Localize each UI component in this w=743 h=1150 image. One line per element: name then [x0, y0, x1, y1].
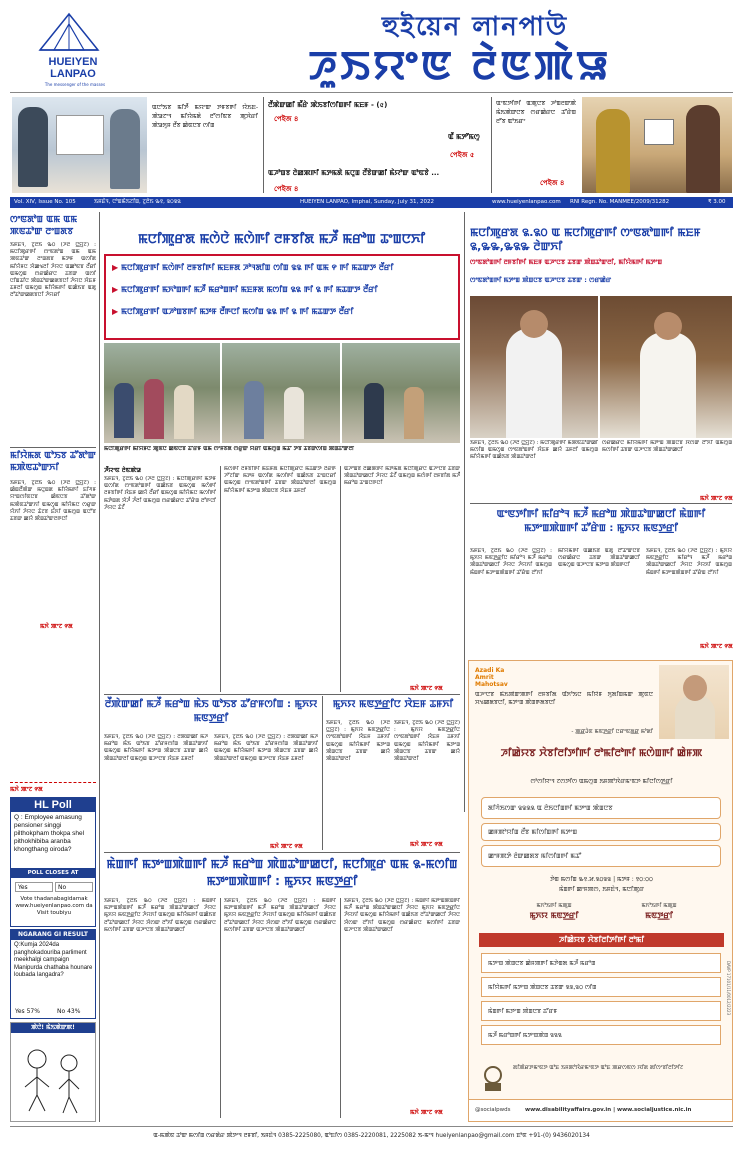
ad-list-item-2: ꯃꯤꯌꯥꯃꯒꯤ ꯃꯇꯦꯡ ꯄꯥꯡꯅꯕ ꯊꯕꯛ ꯲꯲,꯲꯰ ꯁꯤꯡ — [481, 977, 721, 997]
volume-issue: Vol. XIV, Issue No. 105 — [14, 199, 76, 205]
national-emblem-icon — [479, 1061, 507, 1095]
mid-right-col-2: ꯏꯝꯐꯥꯜ, ꯖꯨꯂꯥꯏ ꯳꯰ (ꯍꯂ ꯅ꯭ꯌꯨꯖ) : ꯃꯨꯈꯌ ꯃꯟꯇ꯭ꯔꯤꯅ ꯁꯦꯟꯗꯣꯡꯒꯤ ꯋꯥꯐꯝ ꯊꯝꯈꯤ ꯑꯃꯁꯨꯡ ꯃꯤꯌꯥꯃꯒꯤ ꯃꯇꯦꯡ ꯄꯥꯡꯅꯕ ꯊꯕꯛ ꯀꯌꯥ ꯄꯥꯡꯊꯣꯛꯂꯤ — [394, 720, 460, 763]
right-lead-sub-blue: ꯁꯦꯟꯗꯣꯡꯒꯤ ꯃꯇꯦꯡ ꯄꯥꯡꯅꯕ ꯑꯍꯦꯅꯕ ꯊꯕꯛ : ꯁꯔꯀꯥꯔ — [470, 276, 612, 284]
ad-quote: ꯑꯍꯦꯅꯕ ꯃꯥꯏꯄꯥꯛꯄꯒꯤ ꯂꯝꯕꯤꯗ ꯑꯩꯈꯣꯏꯅ ꯃꯤꯌꯥꯝ ꯈꯨꯗꯤꯡꯃꯛ ꯄꯨꯟꯅ ꯆꯠꯀꯗꯕꯅꯤ, ꯃꯇꯦꯡ ꯄꯥꯡꯒꯗꯕꯅꯤ — [475, 691, 653, 706]
azadi-logo: Azadi Ka Amrit Mahotsav — [475, 667, 508, 688]
lead-body-col-2: ꯃꯁꯥꯒꯤ ꯂꯝꯕꯤꯒꯤ ꯃꯐꯝꯗ ꯃꯅꯤꯄꯨꯔꯅ ꯃꯊꯛꯇ ꯂꯩꯔꯒꯥ ꯍꯧꯖꯤꯛ ꯃꯇꯝ ꯑꯁꯤꯗ ꯃꯁꯤꯒꯤ ꯑꯀꯥꯏꯕ ꯊꯦꯡꯅꯔꯤ ꯑꯃꯁꯨꯡ ꯁꯦꯟꯗꯣꯡꯒꯤ ꯊꯕꯛ ꯄꯥꯡꯊꯣꯛꯂꯤ ꯑꯃꯁꯨꯡ ꯃꯤꯌꯥꯃꯒꯤ ꯃꯇꯦꯡ ꯄꯥꯡꯅꯕ ꯋꯥꯐꯝ ꯊꯝꯂꯤ — [224, 466, 336, 494]
lead-bullet-2: ▶ ꯃꯅꯤꯄꯨꯔꯒꯤ ꯃꯈꯣꯡꯒꯤ ꯃꯍꯩ ꯃꯔꯣꯡꯒꯤ ꯃꯐꯝꯗ ꯃꯁꯤꯡ ꯲꯲ ꯒꯤ ꯲ ꯒꯤ ꯃꯊꯛꯇ ꯂꯩꯔꯤ — [112, 285, 378, 294]
teaser-strip — [10, 92, 733, 195]
ad-side-code: DAVP 17101/11/0012/2223 — [726, 961, 731, 1016]
mid-left-col-2: ꯏꯝꯐꯥꯜ, ꯖꯨꯂꯥꯏ ꯳꯰ (ꯍꯂ ꯅ꯭ꯌꯨꯖ) : ꯂꯩꯄꯥꯛꯀꯤ ꯃꯍꯩ ꯃꯔꯣꯡ ꯃꯥꯏ ꯑꯣꯏꯕ ꯊꯧꯔꯝꯁꯤꯡ ꯄꯥꯡꯊꯣꯛꯈꯤ ꯑꯃꯁꯨꯡ ꯃꯤꯌꯥꯃꯒꯤ ꯃꯇꯦꯡ ꯄꯥꯡꯅꯕ ꯊꯕꯛ ꯀꯌꯥ ꯄꯥꯡꯊꯣꯛꯂꯤ ꯑꯃꯁꯨꯡ ꯑꯍꯦꯅꯕ ꯋꯥꯐꯝ ꯊꯝꯂꯤ — [214, 734, 318, 762]
cartoon-box — [10, 1022, 96, 1122]
bottom-story-col-2: ꯏꯝꯐꯥꯜ, ꯖꯨꯂꯥꯏ ꯳꯰ (ꯍꯂ ꯅ꯭ꯌꯨꯖ) : ꯃꯥꯡꯒꯤ ꯃꯇꯦꯡꯄꯥꯡꯒꯤ ꯃꯍꯩ ꯃꯔꯣꯡ ꯄꯥꯡꯊꯣꯛꯀꯅꯤ ꯍꯥꯌꯅ ꯃꯨꯈꯌ ꯃꯟꯇ꯭ꯔꯤꯅ ꯍꯥꯌꯈꯤ ꯑꯃꯁꯨꯡ ꯃꯤꯌꯥꯃꯒꯤ ꯑꯀꯥꯏꯕ ꯂꯧꯊꯣꯛꯀꯅꯤ ꯍꯥꯌꯅ ꯋꯥꯁꯛ ꯂꯧꯈꯤ ꯑꯃꯁꯨꯡ ꯁꯔꯀꯥꯔꯅ ꯃꯁꯤꯒꯤ ꯊꯕꯛ ꯑꯍꯦꯅꯕ ꯄꯥꯡꯊꯣꯛꯀꯅꯤ — [224, 898, 336, 933]
masthead — [0, 0, 743, 90]
title-bengali: হুইয়েন লানপাউ — [381, 12, 569, 42]
ad-event-date: ꯇꯥꯡ ꯃꯁꯤꯡ ꯳꯱.꯷.꯲꯰꯲꯲ | ꯃꯇꯝ : ꯱꯰:꯰꯰ — [550, 876, 653, 883]
lead-bullet-3: ▶ ꯃꯅꯤꯄꯨꯔꯒꯤ ꯑꯍꯣꯡꯕꯒꯤ ꯃꯇꯝ ꯂꯩꯒꯅꯤ ꯃꯁꯤꯡ ꯲꯲ ꯒꯤ ꯲ ꯒꯤ ꯃꯊꯛꯇ ꯂꯩꯔꯤ — [112, 307, 354, 316]
ad-quote-by: - ꯄ꯭ꯔꯙꯥꯟ ꯃꯟꯇ꯭ꯔꯤ ꯅꯔꯦꯟꯗ꯭ꯔ ꯃꯣꯗꯤ — [571, 729, 653, 735]
left-story2-body: ꯏꯝꯐꯥꯜ, ꯖꯨꯂꯥꯏ ꯳꯰ (ꯍꯂ ꯅ꯭ꯌꯨꯖ) : ꯀꯥꯡꯂꯩꯄꯥꯛ ꯃꯅꯨꯡꯗ ꯃꯤꯌꯥꯃꯒꯤ ꯐꯤꯚꯝ ꯌꯦꯡꯁꯤꯟꯅꯕ ꯀꯥꯟꯅꯕ ꯊꯧꯗꯣꯛ ꯃꯄꯥꯟꯊꯣꯛꯈꯤ ꯑꯃꯁꯨꯡ ꯃꯤꯌꯥꯃꯅ ꯁꯔꯨꯛ ꯌꯥꯈꯤ ꯍꯥꯌꯅ ꯊꯥꯖꯕ ꯐꯪꯈꯤ ꯑꯃꯁꯨꯡ ꯑꯅꯧꯕ ꯊꯕꯛ ꯀꯌꯥ ꯄꯥꯡꯊꯣꯛꯂꯒꯅꯤ — [10, 480, 96, 523]
left-story2-headline: ꯃꯤꯌꯥꯃꯗ ꯑꯣꯏꯕ ꯊꯧꯗꯣꯛ ꯃꯄꯥꯟꯊꯣꯛꯈꯤ — [10, 451, 96, 473]
teaser-mid-ref-3[interactable]: পেইজ ৪ — [274, 185, 299, 193]
right-story2-headline: ꯑꯦꯟꯇꯤꯒꯤ ꯃꯤꯔꯣꯜ ꯃꯍꯩ ꯃꯔꯣꯡ ꯄꯥꯡꯊꯣꯛꯀꯅꯤ ꯃꯥꯡꯒꯤ ꯃꯇꯦꯡꯄꯥꯡꯒꯤ ꯊꯧꯔꯥꯡ : ꯃꯨꯈꯌ ꯃꯟꯇ꯭ꯔꯤ — [496, 509, 706, 534]
right-story2-col-3: ꯏꯝꯐꯥꯜ, ꯖꯨꯂꯥꯏ ꯳꯰ (ꯍꯂ ꯅ꯭ꯌꯨꯖ) : ꯃꯨꯈꯌ ꯃꯟꯇ꯭ꯔꯤꯅ ꯃꯤꯔꯣꯜ ꯃꯍꯩ ꯃꯔꯣꯡ ꯄꯥꯡꯊꯣꯛꯀꯅꯤ ꯍꯥꯌꯅ ꯍꯥꯌꯈꯤ ꯑꯃꯁꯨꯡ ꯃꯥꯡꯒꯤ ꯃꯇꯦꯡꯄꯥꯡꯒꯤ ꯊꯧꯔꯥꯡ ꯂꯧꯈꯤ — [646, 548, 732, 576]
teaser-left-text: ꯑꯅꯣꯏꯕ ꯃꯤꯇꯩ ꯃꯌꯦꯛ ꯇꯝꯕꯒꯤ ꯌꯥꯏꯐ-ꯄꯥꯎꯖꯦꯜ ꯃꯤꯌꯥꯃꯗꯥ ꯂꯧꯁꯤꯟꯕ ꯄꯨꯋꯥꯔꯤ ꯄꯥꯎꯈꯨꯝ ꯂꯩꯕ ꯀꯥꯟꯅꯕ ꯁꯤꯡ — [152, 104, 258, 129]
bottom-story-col-3: ꯏꯝꯐꯥꯜ, ꯖꯨꯂꯥꯏ ꯳꯰ (ꯍꯂ ꯅ꯭ꯌꯨꯖ) : ꯃꯥꯡꯒꯤ ꯃꯇꯦꯡꯄꯥꯡꯒꯤ ꯃꯍꯩ ꯃꯔꯣꯡ ꯄꯥꯡꯊꯣꯛꯀꯅꯤ ꯍꯥꯌꯅ ꯃꯨꯈꯌ ꯃꯟꯇ꯭ꯔꯤꯅ ꯍꯥꯌꯈꯤ ꯑꯃꯁꯨꯡ ꯃꯤꯌꯥꯃꯒꯤ ꯑꯀꯥꯏꯕ ꯂꯧꯊꯣꯛꯀꯅꯤ ꯍꯥꯌꯅ ꯋꯥꯁꯛ ꯂꯧꯈꯤ ꯑꯃꯁꯨꯡ ꯁꯔꯀꯥꯔꯅ ꯃꯁꯤꯒꯤ ꯊꯕꯛ ꯑꯍꯦꯅꯕ ꯄꯥꯡꯊꯣꯛꯀꯅꯤ — [344, 898, 460, 933]
ad-list-item-4: ꯃꯍꯩ ꯃꯔꯣꯡꯒꯤ ꯃꯇꯦꯡꯄꯥꯡ ꯲꯲꯲ — [481, 1025, 721, 1045]
poll-question: Q : Employee amasung pensioner singgi pilthokpham thokpa shel pithokhibiba aranba khongthang oiroda? — [14, 814, 85, 853]
ad-row-3: ꯀꯦꯝꯄꯇꯥ ꯂꯥꯛꯀꯗꯕ ꯃꯤꯁꯤꯡꯒꯤ ꯃꯊꯧ — [481, 845, 721, 867]
poll-yes-label: Yes — [18, 884, 28, 891]
ad-person-2-name: ꯃꯟꯇ꯭ꯔꯤ — [645, 911, 673, 920]
hueiyen-lanpao-logo — [30, 10, 108, 54]
ad-list-item-3: ꯃꯥꯡꯒꯤ ꯃꯇꯦꯡ ꯄꯥꯡꯅꯕ ꯊꯧꯔꯝ — [481, 1001, 721, 1021]
result-no: No 43% — [57, 1008, 81, 1015]
lead-bullet-1: ▶ ꯃꯅꯤꯄꯨꯔꯒꯤ ꯃꯁꯥꯒꯤ ꯂꯝꯕꯤꯒꯤ ꯃꯐꯝꯗ ꯍꯣꯜꯗꯤꯡ ꯁꯤꯡ ꯲꯲ ꯒꯤ ꯑꯃ ꯵ ꯒꯤ ꯃꯊꯛꯇ ꯂꯩꯔꯤ — [112, 263, 394, 272]
teaser-mid-item-3: ꯑꯍꯣꯡꯕ ꯂꯥꯀꯄꯒꯤ ꯃꯇꯃꯗꯥ ꯃꯅꯨꯡ ꯂꯩꯕꯥꯛꯀꯤ ꯃꯥꯌꯣꯛ ꯑꯣꯟꯕꯥ ... — [268, 169, 440, 177]
lead-byline: ꯍꯩꯌꯦꯟ ꯂꯥꯟꯄꯥꯎ — [104, 467, 141, 474]
ad-title: ꯍꯤꯀꯥꯌꯕ ꯆꯥꯕꯤꯂꯤꯇꯤꯒꯤ ꯂꯣꯃꯤꯂꯣꯒꯤ ꯃꯁꯥꯡꯒꯤ ꯀꯥꯝꯄ — [500, 748, 703, 759]
bottom-story-ref[interactable]: ꯃꯈꯥ ꯄꯦꯖ ꯵ꯗ — [410, 1109, 443, 1116]
left-story2-ref[interactable]: ꯃꯈꯥ ꯄꯦꯖ ꯵ꯗ — [40, 623, 73, 630]
paper-place-date: HUEIYEN LANPAO, Imphal, Sunday, July 31, 2022 — [300, 199, 435, 205]
mid-left-ref[interactable]: ꯃꯈꯥ ꯄꯦꯖ ꯵ꯗ — [270, 843, 303, 850]
teaser-mid — [268, 97, 486, 193]
poll-vote-link[interactable]: Vote thadanabagidamak www.hueiyenlanpao.com da Visit toubiyu — [15, 896, 93, 916]
teaser-right-text: ꯑꯦꯟꯇꯤꯒꯤ ꯑꯄꯨꯅꯕ ꯍꯣꯡꯂꯛꯄꯥ ꯃꯥꯏꯄꯥꯛꯅꯕ ꯁꯔꯀꯥꯔꯅ ꯊꯧꯔꯥꯡ ꯂꯧꯕ ꯑꯣꯏꯔꯦ — [496, 100, 576, 125]
teaser-photo-left — [12, 97, 147, 193]
right-lead-caption-1: ꯏꯝꯐꯥꯜ, ꯖꯨꯂꯥꯏ ꯳꯰ (ꯍꯂ ꯅ꯭ꯌꯨꯖ) : ꯃꯅꯤꯄꯨꯔꯒꯤ ꯃꯄꯥꯟꯊꯣꯛꯀꯤ ꯃꯁꯤꯡ ꯑꯃꯁꯨꯡ ꯁꯦꯟꯗꯣꯡꯒꯤ ꯋꯥꯐꯝ ꯀꯌꯥ ꯊꯝꯂꯤ ꯑꯃꯁꯨꯡ ꯃꯤꯌꯥꯃꯒꯤ ꯑꯀꯥꯏꯕ ꯄꯥꯡꯊꯣꯛꯂꯤ — [470, 440, 598, 461]
cartoon-title: ꯄꯥꯅꯥ! ꯃꯥꯏꯄꯥꯛꯄ! — [11, 1023, 95, 1033]
right-lead-photo-left — [470, 296, 598, 438]
poll-closes: POLL CLOSES AT MIDNIGHT — [11, 868, 95, 878]
lead-photo-caption: ꯃꯅꯤꯄꯨꯔꯒꯤ ꯃꯤꯌꯥꯝꯅ ꯄꯨꯟꯅ ꯀꯥꯟꯅꯕ ꯊꯧꯔꯝ ꯑꯃ ꯁꯦꯝꯕꯗ ꯁꯔꯨꯛ ꯌꯥꯔꯤ ꯑꯃꯁꯨꯡ ꯃꯊꯧ ꯇꯥꯕ ꯊꯕꯛꯁꯤꯡ ꯄꯥꯡꯊꯣꯛꯂꯤ — [104, 446, 355, 452]
brand-name: HUEIYEN LANPAO — [48, 56, 98, 80]
left-column — [10, 212, 96, 1122]
ad-person-1-title: ꯃꯈꯣꯏꯒꯤ ꯃꯄꯨꯡ — [536, 903, 572, 909]
teaser-mid-ref-2[interactable]: পেইজ ৫ — [450, 151, 475, 159]
bottom-story-headline: ꯃꯥꯡꯒꯤ ꯃꯇꯦꯡꯄꯥꯡꯒꯤ ꯃꯍꯩ ꯃꯔꯣꯡ ꯄꯥꯡꯊꯣꯛꯀꯅꯤ, ꯃꯅꯤꯄꯨꯔ ꯑꯃ ꯲-ꯃꯁꯤꯡ ꯃꯇꯦꯡꯄꯥꯡꯒꯤ : ꯃꯨꯈꯌ ꯃꯟꯇ꯭ꯔꯤ — [106, 857, 458, 888]
price: ₹ 3.00 — [708, 199, 726, 205]
poll-yes-option[interactable] — [15, 882, 53, 892]
ad-section2-title: ꯍꯤꯀꯥꯌꯕ ꯆꯥꯕꯤꯂꯤꯇꯤꯒꯤ ꯂꯣꯃꯤ — [479, 933, 724, 947]
lead-body-col-3: ꯑꯍꯣꯡꯕ ꯂꯥꯀꯄꯒꯤ ꯃꯇꯃꯗꯥ ꯃꯅꯤꯄꯨꯔꯅ ꯑꯍꯦꯅꯕ ꯊꯕꯛ ꯄꯥꯡꯊꯣꯛꯀꯅꯤ ꯍꯥꯌꯅ ꯊꯥꯖꯩ ꯑꯃꯁꯨꯡ ꯃꯁꯥꯒꯤ ꯂꯝꯕꯤꯗ ꯃꯍꯩ ꯃꯔꯣꯡ ꯊꯦꯡꯅꯒꯅꯤ — [344, 466, 460, 487]
ad-person-2-title: ꯃꯈꯣꯏꯒꯤ ꯃꯄꯨꯡ — [641, 903, 677, 909]
teaser-right-ref[interactable]: পেইজ ৪ — [540, 179, 565, 187]
mid-right-ref[interactable]: ꯃꯈꯥ ꯄꯦꯖ ꯵ꯗ — [410, 841, 443, 848]
teaser-photo-right — [582, 97, 732, 193]
bullet-arrow-icon: ▶ — [112, 285, 121, 294]
right-story2-col-1: ꯏꯝꯐꯥꯜ, ꯖꯨꯂꯥꯏ ꯳꯰ (ꯍꯂ ꯅ꯭ꯌꯨꯖ) : ꯃꯨꯈꯌ ꯃꯟꯇ꯭ꯔꯤꯅ ꯃꯤꯔꯣꯜ ꯃꯍꯩ ꯃꯔꯣꯡ ꯄꯥꯡꯊꯣꯛꯀꯅꯤ ꯍꯥꯌꯅ ꯍꯥꯌꯈꯤ ꯑꯃꯁꯨꯡ ꯃꯥꯡꯒꯤ ꯃꯇꯦꯡꯄꯥꯡꯒꯤ ꯊꯧꯔꯥꯡ ꯂꯧꯈꯤ — [470, 548, 552, 576]
mid-left-col-1: ꯏꯝꯐꯥꯜ, ꯖꯨꯂꯥꯏ ꯳꯰ (ꯍꯂ ꯅ꯭ꯌꯨꯖ) : ꯂꯩꯄꯥꯛꯀꯤ ꯃꯍꯩ ꯃꯔꯣꯡ ꯃꯥꯏ ꯑꯣꯏꯕ ꯊꯧꯔꯝꯁꯤꯡ ꯄꯥꯡꯊꯣꯛꯈꯤ ꯑꯃꯁꯨꯡ ꯃꯤꯌꯥꯃꯒꯤ ꯃꯇꯦꯡ ꯄꯥꯡꯅꯕ ꯊꯕꯛ ꯀꯌꯥ ꯄꯥꯡꯊꯣꯛꯂꯤ ꯑꯃꯁꯨꯡ ꯑꯍꯦꯅꯕ ꯋꯥꯐꯝ ꯊꯝꯂꯤ — [104, 734, 208, 762]
right-lead-ref[interactable]: ꯃꯈꯥ ꯄꯦꯖ ꯵ꯗ — [700, 495, 733, 502]
ad-person-2 — [609, 901, 709, 921]
website-link[interactable]: www.hueiyenlanpao.com — [492, 199, 561, 205]
bullet-arrow-icon: ▶ — [112, 263, 121, 272]
right-lead-headline: ꯃꯅꯤꯄꯨꯔꯗ ꯲.꯲꯰ ꯑ ꯃꯅꯤꯄꯨꯔꯒꯤ ꯁꯦꯟꯗꯣꯡꯒꯤ ꯃꯐꯝ ꯲,꯳꯳,꯳꯲꯳ ꯂꯥꯛꯈꯤ — [470, 226, 701, 253]
footer-bar — [10, 1126, 733, 1144]
lead-headline: ꯃꯅꯤꯄꯨꯔꯗ ꯃꯁꯥꯅꯥ ꯃꯁꯥꯒꯤ ꯂꯝꯕꯤꯗ ꯃꯍꯩ ꯃꯔꯣꯡ ꯊꯦꯡꯅꯈꯤ — [137, 232, 426, 247]
lead-photo — [104, 343, 460, 443]
teaser-mid-ref-1[interactable]: পেইজ ৪ — [274, 115, 299, 123]
hl-poll-box — [10, 797, 96, 927]
teaser-mid-item-2: ꯑꯩ ꯃꯇꯧꯃꯁꯨ — [448, 133, 480, 141]
right-story2-col-2: ꯃꯤꯌꯥꯃꯒꯤ ꯑꯀꯥꯏꯕ ꯑꯗꯨ ꯂꯧꯊꯣꯛꯅꯕ ꯁꯔꯀꯥꯔꯅ ꯊꯕꯛ ꯄꯥꯡꯊꯣꯛꯀꯅꯤ ꯑꯃꯁꯨꯡ ꯑꯍꯦꯅꯕ ꯃꯇꯦꯡ ꯄꯥꯡꯒꯅꯤ — [558, 548, 640, 569]
result-box — [10, 929, 96, 1019]
ad-website[interactable]: www.disabilityaffairs.gov.in | www.socialjustice.nic.in — [525, 1107, 692, 1113]
local-date: ꯏꯝꯐꯥꯜ, ꯅꯣꯡꯃꯥꯏꯖꯤꯡ, ꯖꯨꯂꯥꯏ ꯳꯱, ꯲꯰꯲꯲ — [94, 199, 181, 205]
poll-no-label: No — [58, 884, 67, 891]
title-meitei: ꯍꯨꯏꯌꯦꯟ ꯂꯥꯟꯄꯥꯎ — [308, 43, 612, 89]
result-question: Q:Kumja 2024da panghokadouriba parliment meekhalgi campaign Manipurda chathaba hounare loubada langadra? — [14, 942, 93, 978]
lead-body-col-1: ꯏꯝꯐꯥꯜ, ꯖꯨꯂꯥꯏ ꯳꯰ (ꯍꯂ ꯅ꯭ꯌꯨꯖ) : ꯃꯅꯤꯄꯨꯔꯒꯤ ꯃꯇꯝ ꯑꯁꯤꯗ ꯁꯦꯟꯗꯣꯡꯒꯤ ꯑꯀꯥꯏꯕ ꯑꯃꯁꯨꯡ ꯃꯁꯥꯒꯤ ꯂꯝꯕꯤꯒꯤ ꯋꯥꯐꯝ ꯀꯌꯥ ꯂꯩꯔꯤ ꯑꯃꯁꯨꯡ ꯃꯤꯌꯥꯃꯅ ꯃꯁꯤꯒꯤ ꯃꯇꯥꯡꯗ ꯋꯥꯍꯪ ꯍꯪꯂꯤ ꯑꯃꯁꯨꯡ ꯁꯔꯀꯥꯔꯅ ꯊꯧꯔꯥꯡ ꯂꯧꯒꯅꯤ ꯍꯥꯌꯅ ꯊꯥꯖꯩ — [104, 476, 216, 511]
ad-social-handle[interactable]: @socialpwds — [475, 1107, 511, 1113]
ad-list-item-1: ꯃꯇꯦꯡ ꯄꯥꯡꯅꯕ ꯀꯥꯝꯄꯒꯤ ꯃꯇꯥꯡꯗ ꯃꯍꯩ ꯃꯔꯣꯡ — [481, 953, 721, 973]
dateline-bar — [10, 197, 733, 208]
left-bottom-ref[interactable]: ꯃꯈꯥ ꯄꯦꯖ ꯵ꯗ — [10, 782, 96, 793]
rni-number: RNI Regn. No. MANMEE/2009/31282 — [570, 199, 670, 205]
left-story1-headline: ꯁꯦꯟꯗꯣꯡ ꯑꯃ ꯑꯃ ꯄꯟꯊꯣꯛ ꯂꯦꯡꯗꯕ — [10, 215, 78, 237]
right-lead-sub-red: ꯁꯦꯟꯗꯣꯡꯒꯤ ꯂꯝꯕꯤꯒꯤ ꯃꯐꯝ ꯑꯍꯦꯅꯕ ꯊꯕꯛ ꯄꯥꯡꯊꯣꯛꯂꯤ, ꯃꯤꯌꯥꯃꯒꯤ ꯃꯇꯦꯡ — [470, 258, 663, 266]
bullet-arrow-icon: ▶ — [112, 307, 121, 316]
right-story2-ref[interactable]: ꯃꯈꯥ ꯄꯦꯖ ꯵ꯗ — [700, 643, 733, 650]
footer-contact: ꯑ-ꯃꯄꯥꯟ ꯊꯣꯛ ꯃꯁꯤꯡ ꯁꯔꯗꯥꯔ ꯄꯥꯇꯦꯜ ꯂꯝꯕꯤ, ꯏꯝꯐꯥꯜ 0385-2225080, ꯑꯣꯐꯤꯁ 0385-2220081, 2225082 ꯏ-ꯃꯦꯜ hueiyenlanpao@gmail.com ꯐꯣꯟ +91-(0) 9436020134 — [153, 1133, 590, 1139]
poll-title: HL Poll — [11, 798, 95, 812]
ad-person-1 — [509, 901, 599, 921]
right-lead-caption-2: ꯁꯔꯀꯥꯔꯅ ꯃꯤꯌꯥꯃꯒꯤ ꯃꯇꯦꯡ ꯄꯥꯡꯅꯕ ꯋꯥꯁꯛ ꯂꯧꯈꯤ ꯑꯃꯁꯨꯡ ꯃꯁꯤꯒꯤ ꯊꯕꯛ ꯑꯍꯦꯅꯕ ꯄꯥꯡꯊꯣꯛꯀꯅꯤ — [602, 440, 732, 454]
ad-row-1: ꯗꯤꯚꯥꯏꯁꯛ ꯲꯲꯲꯲ ꯑ ꯂꯥꯏꯅꯤꯡꯒꯤ ꯃꯇꯦꯡ ꯄꯥꯡꯅꯕ — [481, 797, 721, 819]
ad-person-1-name: ꯃꯨꯈꯌ ꯃꯟꯇ꯭ꯔꯤ — [529, 911, 579, 920]
left-story1-body: ꯏꯝꯐꯥꯜ, ꯖꯨꯂꯥꯏ ꯳꯰ (ꯍꯂ ꯅ꯭ꯌꯨꯖ) : ꯃꯅꯤꯄꯨꯔꯒꯤ ꯁꯦꯟꯗꯣꯡ ꯑꯃ ꯑꯃ ꯄꯟꯊꯣꯛ ꯂꯦꯡꯗꯕ ꯃꯇꯝ ꯑꯁꯤꯗ ꯃꯤꯌꯥꯝꯅ ꯋꯥꯀꯠꯂꯤ ꯍꯥꯌꯅ ꯑꯀꯣꯟꯕ ꯂꯩꯔꯤ ꯑꯃꯁꯨꯡ ꯁꯔꯀꯥꯔꯅ ꯊꯕꯛ ꯑꯁꯤ ꯅꯤꯡꯊꯤꯅ ꯄꯥꯡꯊꯣꯛꯀꯗꯕꯅꯤ ꯍꯥꯌꯅ ꯋꯥꯐꯝ ꯊꯝꯂꯤ ꯑꯃꯁꯨꯡ ꯃꯤꯌꯥꯃꯒꯤ ꯑꯀꯥꯏꯕ ꯑꯗꯨ ꯂꯧꯊꯣꯛꯀꯗꯕꯅꯤ ꯍꯥꯌꯔꯤ — [10, 242, 96, 299]
lead-bullets-box — [104, 254, 460, 340]
ad-footer-note: ꯗꯤꯄꯥꯔꯇꯃꯦꯟꯇ ꯑꯣꯐ ꯏꯝꯄꯣꯋꯥꯔꯃꯦꯟꯇ ꯑꯣꯐ ꯄꯔꯁꯟꯁ ꯋꯤꯗ ꯗꯤꯁꯦꯕꯤꯂꯤꯇꯤꯖ — [513, 1065, 684, 1071]
pm-photo — [659, 665, 729, 739]
ad-website-bar — [469, 1099, 732, 1121]
ad-venue: ꯃꯥꯡꯒꯤ ꯀꯦꯝꯄꯁ, ꯏꯝꯐꯥꯜ, ꯃꯅꯤꯄꯨꯔ — [558, 886, 645, 893]
mid-left-headline: ꯂꯩꯄꯥꯛꯀꯤ ꯃꯍꯩ ꯃꯔꯣꯡ ꯃꯥꯏ ꯑꯣꯏꯕ ꯊꯧꯔꯝꯁꯤꯡ : ꯃꯨꯈꯌ ꯃꯟꯇ꯭ꯔꯤ — [104, 699, 318, 724]
poll-no-option[interactable] — [55, 882, 93, 892]
teaser-mid-item-1: ꯂꯩꯄꯥꯛꯀꯤ ꯃꯩꯔꯥ ꯄꯥꯏꯕꯤꯁꯤꯡꯒꯤ ꯃꯐꯝ - (৫) — [268, 101, 388, 109]
cartoon-drawing — [15, 1037, 91, 1119]
lead-ref[interactable]: ꯃꯈꯥ ꯄꯦꯖ ꯵ꯗ — [410, 685, 443, 692]
government-ad — [468, 660, 733, 1122]
ad-row-2: ꯀꯝꯄꯣꯌꯤꯡ ꯂꯩꯕ ꯃꯤꯁꯤꯡꯒꯤ ꯃꯇꯦꯡ — [481, 823, 721, 841]
bottom-story-col-1: ꯏꯝꯐꯥꯜ, ꯖꯨꯂꯥꯏ ꯳꯰ (ꯍꯂ ꯅ꯭ꯌꯨꯖ) : ꯃꯥꯡꯒꯤ ꯃꯇꯦꯡꯄꯥꯡꯒꯤ ꯃꯍꯩ ꯃꯔꯣꯡ ꯄꯥꯡꯊꯣꯛꯀꯅꯤ ꯍꯥꯌꯅ ꯃꯨꯈꯌ ꯃꯟꯇ꯭ꯔꯤꯅ ꯍꯥꯌꯈꯤ ꯑꯃꯁꯨꯡ ꯃꯤꯌꯥꯃꯒꯤ ꯑꯀꯥꯏꯕ ꯂꯧꯊꯣꯛꯀꯅꯤ ꯍꯥꯌꯅ ꯋꯥꯁꯛ ꯂꯧꯈꯤ ꯑꯃꯁꯨꯡ ꯁꯔꯀꯥꯔꯅ ꯃꯁꯤꯒꯤ ꯊꯕꯛ ꯑꯍꯦꯅꯕ ꯄꯥꯡꯊꯣꯛꯀꯅꯤ — [104, 898, 216, 933]
ad-subtitle: ꯁꯣꯁꯤꯌꯦꯜ ꯖꯁꯇꯤꯁ ꯑꯃꯁꯨꯡ ꯏꯝꯄꯣꯋꯥꯔꯃꯦꯟꯇ ꯃꯤꯅꯤꯁꯇ꯭ꯔꯤ — [530, 778, 673, 785]
mid-right-col-1: ꯏꯝꯐꯥꯜ, ꯖꯨꯂꯥꯏ ꯳꯰ (ꯍꯂ ꯅ꯭ꯌꯨꯖ) : ꯃꯨꯈꯌ ꯃꯟꯇ꯭ꯔꯤꯅ ꯁꯦꯟꯗꯣꯡꯒꯤ ꯋꯥꯐꯝ ꯊꯝꯈꯤ ꯑꯃꯁꯨꯡ ꯃꯤꯌꯥꯃꯒꯤ ꯃꯇꯦꯡ ꯄꯥꯡꯅꯕ ꯊꯕꯛ ꯀꯌꯥ ꯄꯥꯡꯊꯣꯛꯂꯤ — [326, 720, 390, 763]
right-lead-photo-right — [600, 296, 732, 438]
mid-right-headline: ꯃꯨꯈꯌ ꯃꯟꯇ꯭ꯔꯤꯅ ꯋꯥꯐꯝ ꯊꯝꯈꯤ — [332, 699, 454, 710]
brand-tagline: The messenger of the masses — [44, 82, 106, 87]
result-title: NGARANG GI RESULT — [11, 930, 95, 940]
result-yes: Yes 57% — [15, 1008, 40, 1015]
